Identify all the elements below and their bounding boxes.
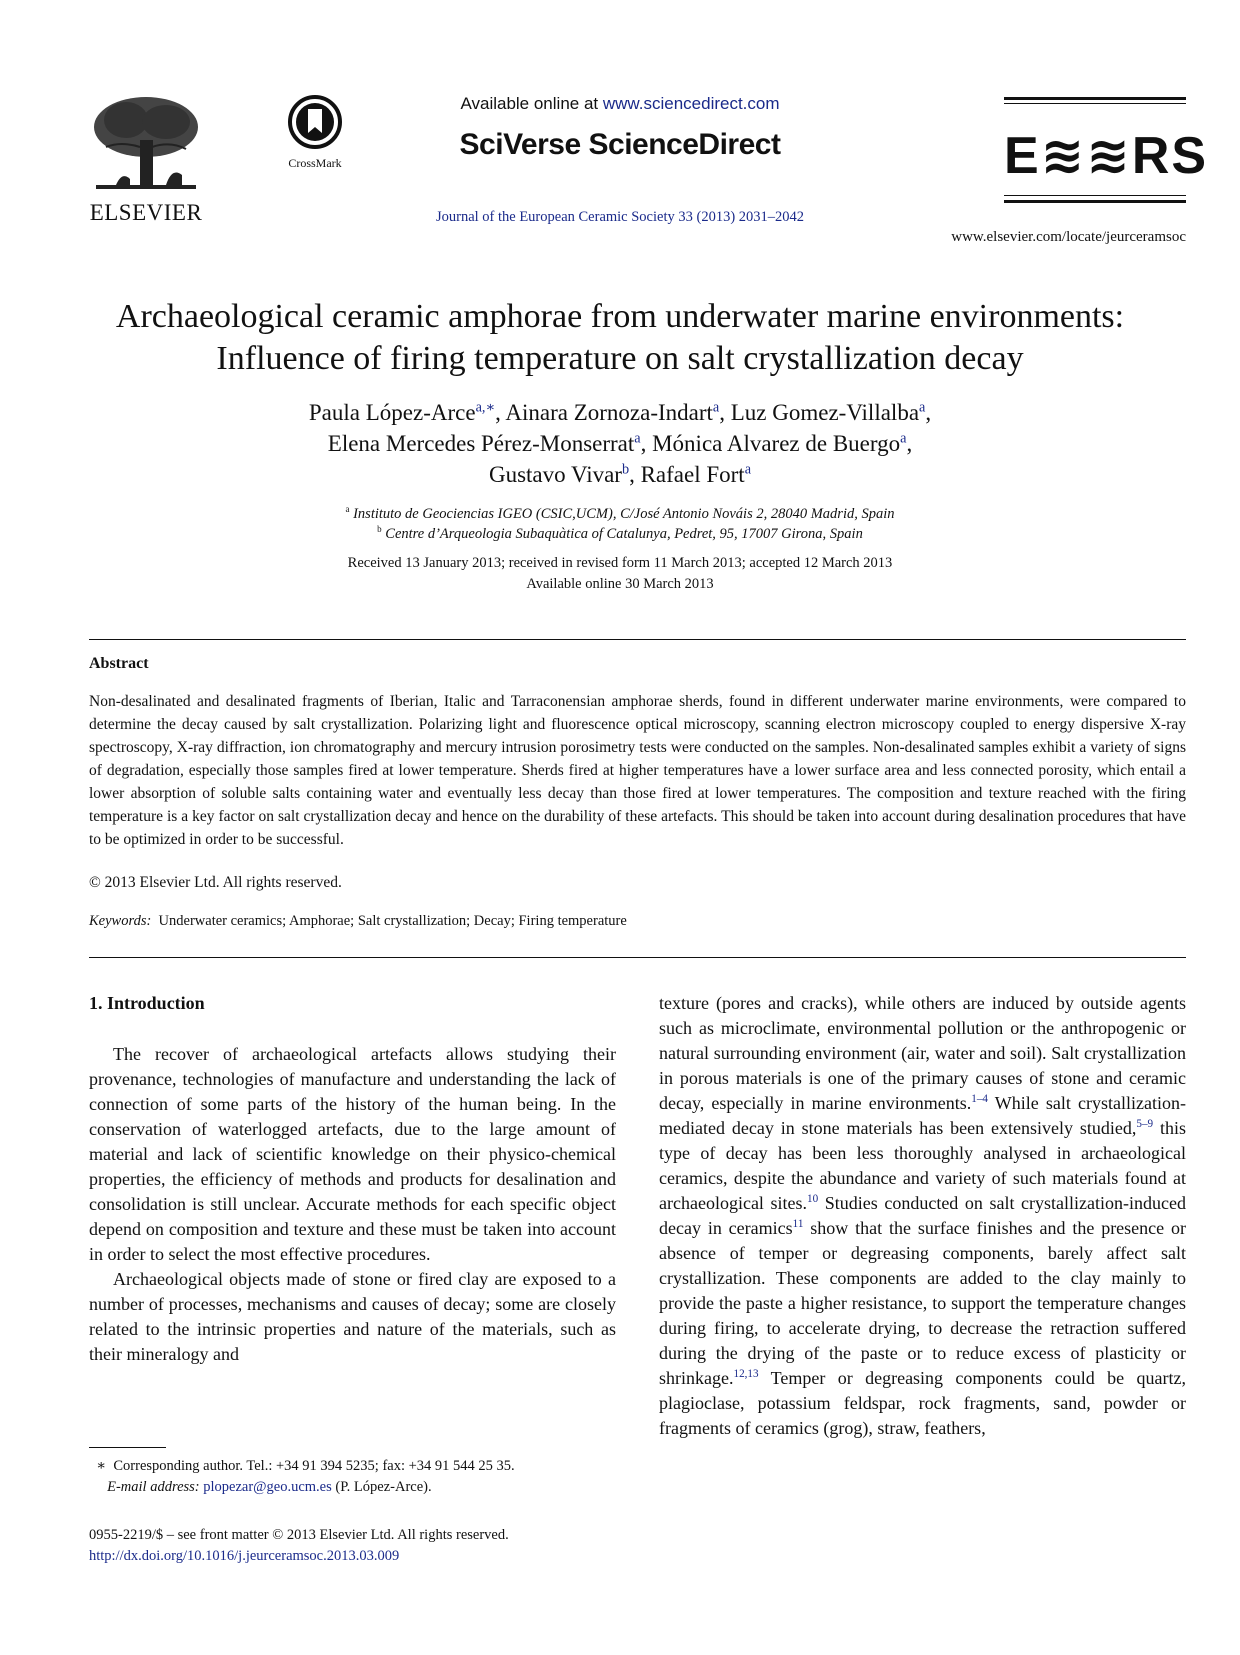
author-name: Elena Mercedes Pérez-Monserrat [327, 431, 635, 456]
corresponding-author-footnote [89, 1456, 616, 1498]
body-column-right [659, 991, 1186, 1441]
footnote-text: Corresponding author. Tel.: +34 91 394 5235; fax: +34 91 544 25 35. [113, 1458, 515, 1474]
keywords-list: Underwater ceramics; Amphorae; Salt crystallization; Decay; Firing temperature [158, 913, 627, 929]
author-separator: , [719, 400, 731, 425]
author-list [120, 397, 1120, 490]
logo-rule-bottom-thin [1004, 195, 1186, 196]
author-name: Gustavo Vivar [488, 462, 622, 487]
body-text: this type of decay has been less thoroughly analysed in archaeological ceramics, despite the abundance and variety of such materials found at archaeological sites. [659, 1118, 1186, 1213]
crossmark-icon [288, 95, 342, 149]
affiliation-mark[interactable]: a [712, 399, 720, 416]
citation-link[interactable]: 10 [807, 1193, 819, 1205]
affiliation-text: Instituto de Geociencias IGEO (CSIC,UCM), C/José Antonio Nováis 2, 28040 Madrid, Spain [353, 506, 895, 522]
body-column-left [89, 991, 616, 1367]
body-text: Studies conducted on salt crystallization-induced decay in ceramics [659, 1193, 1186, 1238]
author-line-1 [120, 397, 1120, 428]
author-separator: , [925, 400, 932, 425]
citation-link[interactable]: 5–9 [1136, 1118, 1154, 1130]
abstract-copyright: © 2013 Elsevier Ltd. All rights reserved. [89, 874, 342, 891]
author-separator: , [495, 400, 506, 425]
affiliation-mark[interactable]: a,∗ [475, 399, 496, 416]
affiliation-mark[interactable]: a [919, 399, 926, 416]
author-separator: , [906, 431, 913, 456]
logo-rule-top [1004, 97, 1186, 100]
sciencedirect-link[interactable]: www.sciencedirect.com [602, 94, 780, 113]
bottom-info [89, 1525, 616, 1567]
keywords-label: Keywords: [89, 913, 152, 929]
journal-reference-link[interactable]: Journal of the European Ceramic Society 33 (2013) 2031–2042 [435, 209, 805, 225]
body-paragraph [659, 991, 1186, 1441]
section-heading: 1. Introduction [89, 993, 205, 1013]
affiliation-text: Centre d’Arqueologia Subaquàtica of Catalunya, Pedret, 95, 17007 Girona, Spain [385, 526, 863, 542]
author-separator: , [640, 431, 653, 456]
doi-link[interactable]: http://dx.doi.org/10.1016/j.jeurceramsoc.2013.03.009 [89, 1548, 400, 1564]
available-online-line [350, 94, 890, 114]
affiliation-mark[interactable]: a [744, 461, 752, 478]
author-name: Rafael Fort [640, 462, 745, 487]
footnote-rule [89, 1447, 166, 1448]
email-label: E-mail address: [107, 1479, 200, 1495]
footnote-mark: ∗ [96, 1458, 107, 1474]
logo-rule-top-thin [1004, 103, 1186, 104]
body-paragraph: The recover of archaeological artefacts allows studying their provenance, technologies of manufacture and understanding the lack of connection of some parts of the history of the human being. In the conservation of waterlogged artefacts, due to the large amount of material and lack of scientific knowledge on their physico-chemical properties, the efficiency of methods and products for desalination and consolidation is still unclear. Accurate methods for each specific object depend on composition and texture and these must be taken into account in order to select the most effective procedures. [89, 1044, 616, 1264]
affiliation-mark: b [377, 524, 382, 535]
journal-homepage-url: www.elsevier.com/locate/jeurceramsoc [951, 229, 1186, 245]
issn-line: 0955-2219/$ – see front matter © 2013 Elsevier Ltd. All rights reserved. [89, 1527, 509, 1543]
author-separator: , [629, 462, 641, 487]
platform-name: SciVerse ScienceDirect [459, 128, 781, 161]
affiliation-mark[interactable]: a [634, 430, 641, 447]
affiliation-mark: a [345, 504, 350, 515]
body-text: Temper or degreasing components could be quartz, plagioclase, potassium feldspar, rock fragments, sand, powder or fragments of ceramics (grog), straw, feathers, [659, 1368, 1186, 1438]
body-text: While salt crystallization-mediated decay in stone materials has been extensively studied, [659, 1093, 1186, 1138]
affiliations [120, 504, 1120, 544]
crossmark-badge[interactable] [278, 95, 352, 171]
affiliation-a [120, 504, 1120, 524]
citation-link[interactable]: 1–4 [971, 1093, 988, 1105]
abstract-text: Non-desalinated and desalinated fragments of Iberian, Italic and Tarraconensian amphorae sherds, found in different underwater marine environments, were compared to determine the decay caused by salt crystallization. Polarizing light and fluorescence optical microscopy, scanning electron microscopy coupled to energy dispersive X-ray spectroscopy, X-ray diffraction, ion chromatography and mercury intrusion porosimetry tests were conducted on the samples. Non-desalinated samples exhibit a variety of signs of degradation, especially those samples fired at lower temperature. Sherds fired at higher temperatures have a lower surface area and less connected porosity, which entail a lower absorption of soluble salts containing water and eventually less decay than those fired at lower temperatures. The composition and texture reached with the firing temperature is a key factor on salt crystallization decay and hence on the durability of these artefacts. This should be taken into account during desalination procedures that have to be optimized in order to be successful. [89, 693, 1186, 848]
publisher-wordmark: ELSEVIER [89, 200, 203, 225]
author-name: Mónica Alvarez de Buergo [652, 431, 901, 456]
affiliation-b [120, 524, 1120, 544]
abstract-heading: Abstract [89, 655, 149, 672]
affiliation-mark[interactable]: a [900, 430, 907, 447]
title-line-1: Archaeological ceramic amphorae from underwater marine environments: [115, 298, 1125, 335]
society-logo-block [1004, 97, 1209, 217]
footnote-line-2 [89, 1477, 616, 1498]
divider [89, 639, 1186, 640]
available-online-date: Available online 30 March 2013 [526, 576, 714, 592]
available-online-text: Available online at [460, 94, 603, 113]
body-paragraph: Archaeological objects made of stone or fired clay are exposed to a number of processes, mechanisms and causes of decay; some are closely related to the intrinsic properties and nature of the materials, such as their mineralogy and [89, 1269, 616, 1364]
divider [89, 957, 1186, 958]
title-line-2: Influence of firing temperature on salt crystallization decay [216, 340, 1024, 377]
author-name: Ainara Zornoza-Indart [505, 400, 713, 425]
citation-link[interactable]: 11 [792, 1218, 804, 1230]
keywords [89, 913, 1186, 930]
body-text: show that the surface finishes and the presence or absence of temper or degreasing components, barely affect salt crystallization. These components are added to the clay mainly to provide the paste a higher resistance, to support the temperature changes during firing, to accelerate drying, to decrease the retraction suffered during the drying of the paste or to reduce excess of plasticity or shrinkage. [659, 1218, 1186, 1388]
email-suffix: (P. López-Arce). [331, 1479, 432, 1495]
logo-rule-bottom [1004, 200, 1186, 203]
article-title [60, 296, 1180, 380]
society-logo: E≋≋RS [1004, 127, 1209, 185]
crossmark-label: CrossMark [288, 156, 342, 170]
email-link[interactable]: plopezar@geo.ucm.es [203, 1479, 332, 1495]
author-name: Paula López-Arce [308, 400, 476, 425]
affiliation-mark[interactable]: b [621, 461, 630, 478]
received-dates: Received 13 January 2013; received in revised form 11 March 2013; accepted 12 March 2013 [347, 555, 893, 571]
article-history [120, 553, 1120, 595]
author-line-3 [120, 459, 1120, 490]
citation-link[interactable]: 12,13 [733, 1368, 759, 1380]
footnote-line-1 [89, 1456, 616, 1477]
author-name: Luz Gomez-Villalba [730, 400, 920, 425]
author-line-2 [120, 428, 1120, 459]
body-text: texture (pores and cracks), while others are induced by outside agents such as microclimate, environmental pollution or the anthropogenic or natural surrounding environment (air, water and soil). Salt crystallization in porous materials is one of the primary causes of stone and ceramic decay, especially in marine environments. [659, 993, 1186, 1113]
